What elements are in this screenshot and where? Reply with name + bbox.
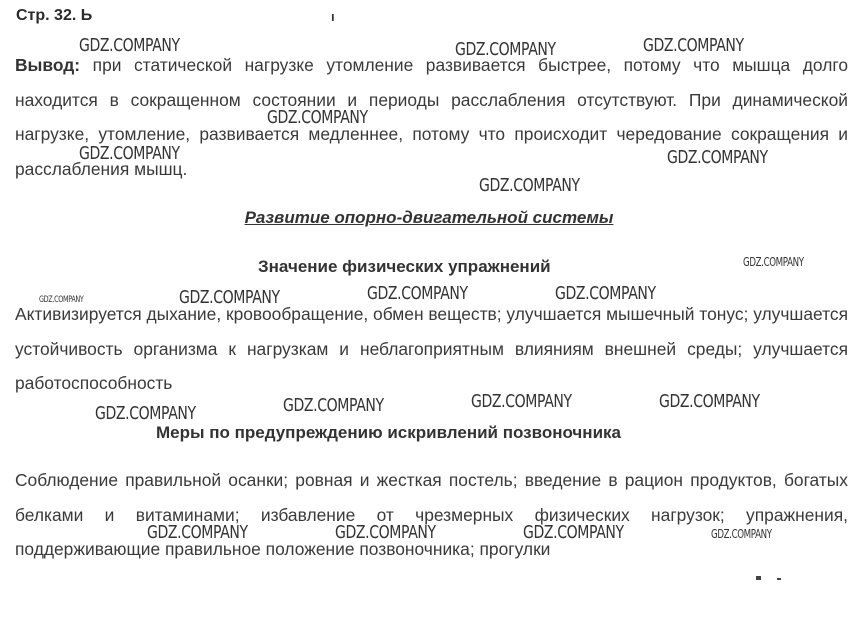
watermark: GDZ.COMPANY — [471, 391, 572, 412]
exercise-title: Значение физических упражнений — [258, 257, 551, 276]
exercise-paragraph: Активизируется дыхание, кровообращение, обмен веществ; улучшается мышечный тонус; улучшается устойчивость организма к нагрузкам и неблагоприятным влияниям внешней среды; улучшается работоспособность — [15, 304, 849, 393]
watermark: GDZ.COMPANY — [667, 147, 768, 168]
scan-artifact — [777, 578, 781, 580]
conclusion-text: при статической нагрузке утомление развивается быстрее, потому что мышца долго находится в сокращенном состоянии и периоды расслабления отсутствуют. При динамической нагрузке, утомление, развивается медленнее, потому что происходит чередование сокращения и расслабления мышц. — [15, 55, 848, 179]
watermark: GDZ.COMPANY — [79, 35, 180, 56]
watermark: GDZ.COMPANY — [179, 287, 280, 308]
watermark: GDZ.COMPANY — [283, 395, 384, 416]
watermark: GDZ.COMPANY — [523, 522, 624, 543]
watermark: GDZ.COMPANY — [267, 107, 368, 128]
conclusion-label: Вывод: — [15, 55, 81, 75]
watermark: GDZ.COMPANY — [147, 522, 248, 543]
watermark: GDZ.COMPANY — [95, 403, 196, 424]
watermark: GDZ.COMPANY — [39, 295, 84, 305]
watermark: GDZ.COMPANY — [479, 175, 580, 196]
watermark: GDZ.COMPANY — [659, 391, 760, 412]
section-title: Развитие опорно-двигательной системы — [244, 208, 614, 227]
watermark: GDZ.COMPANY — [367, 283, 468, 304]
page-header — [16, 7, 92, 25]
watermark: GDZ.COMPANY — [335, 522, 436, 543]
watermark: GDZ.COMPANY — [711, 527, 772, 541]
watermark: GDZ.COMPANY — [743, 255, 804, 269]
header-mark: ı — [331, 9, 335, 24]
watermark: GDZ.COMPANY — [79, 143, 180, 164]
watermark: GDZ.COMPANY — [455, 39, 556, 60]
page-label: Стр. 32. — [16, 7, 77, 24]
page-label-truncated: Ь — [80, 7, 93, 24]
scan-artifact — [756, 576, 761, 580]
watermark: GDZ.COMPANY — [555, 283, 656, 304]
prevention-title: Меры по предупреждению искривлений позвоночника — [156, 423, 621, 442]
prevention-paragraph: Соблюдение правильной осанки; ровная и жесткая постель; введение в рацион продуктов, богатых белками и витаминами; избавление от чрезмерных физических нагрузок; упражнения, поддерживающие правильное положение позвоночника; прогулки — [15, 470, 848, 559]
watermark: GDZ.COMPANY — [643, 35, 744, 56]
